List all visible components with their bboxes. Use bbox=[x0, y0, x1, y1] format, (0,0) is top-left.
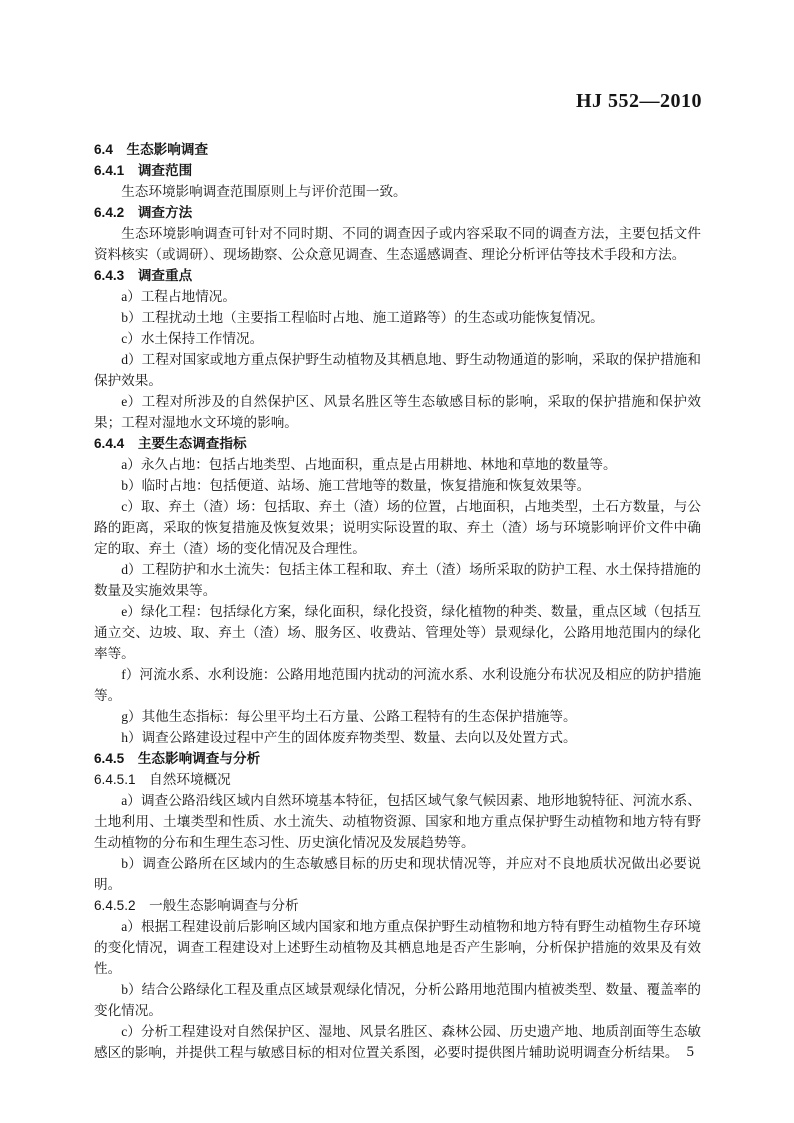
section-heading: 6.4.4 主要生态调查指标 bbox=[94, 436, 247, 451]
paragraph: c）取、弃土（渣）场：包括取、弃土（渣）场的位置，占地面积，占地类型，土石方数量，与公路的距离，采取的恢复措施及恢复效果；说明实际设置的取、弃土（渣）场与环境影响评价文件中确定的取、弃土（渣）场的变化情况及合理性。 bbox=[94, 499, 701, 556]
paragraph: b）工程扰动土地（主要指工程临时占地、施工道路等）的生态或功能恢复情况。 bbox=[121, 310, 604, 325]
paragraph: c）分析工程建设对自然保护区、湿地、风景名胜区、森林公园、历史遗产地、地质剖面等生态敏感区的影响，并提供工程与敏感目标的相对位置关系图，必要时提供图片辅助说明调查分析结果。 bbox=[94, 1024, 701, 1060]
paragraph: d）工程对国家或地方重点保护野生动植物及其栖息地、野生动物通道的影响，采取的保护措施和保护效果。 bbox=[94, 352, 701, 388]
paragraph: a）根据工程建设前后影响区域内国家和地方重点保护野生动植物和地方特有野生动植物生存环境的变化情况，调查工程建设对上述野生动植物及其栖息地是否产生影响，分析保护措施的效果及有效性。 bbox=[94, 919, 701, 976]
paragraph: e）绿化工程：包括绿化方案，绿化面积，绿化投资，绿化植物的种类、数量，重点区域（包括互通立交、边坡、取、弃土（渣）场、服务区、收费站、管理处等）景观绿化，公路用地范围内的绿化率等。 bbox=[94, 604, 701, 661]
section-heading: 6.4.2 调查方法 bbox=[94, 205, 193, 220]
paragraph: b）调查公路所在区域内的生态敏感目标的历史和现状情况等，并应对不良地质状况做出必要说明。 bbox=[94, 856, 701, 892]
paragraph: h）调查公路建设过程中产生的固体废弃物类型、数量、去向以及处置方式。 bbox=[121, 730, 577, 745]
paragraph: b）结合公路绿化工程及重点区域景观绿化情况，分析公路用地范围内植被类型、数量、覆盖率的变化情况。 bbox=[94, 982, 701, 1018]
paragraph: c）水土保持工作情况。 bbox=[121, 331, 264, 346]
section-heading: 6.4.1 调查范围 bbox=[94, 163, 193, 178]
paragraph: g）其他生态指标：每公里平均土石方量、公路工程特有的生态保护措施等。 bbox=[121, 709, 577, 724]
section-heading: 6.4 生态影响调查 bbox=[94, 142, 209, 157]
subsection-heading: 6.4.5.2 一般生态影响调查与分析 bbox=[94, 898, 299, 913]
paragraph: f）河流水系、水利设施：公路用地范围内扰动的河流水系、水利设施分布状况及相应的防护措施等。 bbox=[94, 667, 701, 703]
paragraph: e）工程对所涉及的自然保护区、风景名胜区等生态敏感目标的影响，采取的保护措施和保护效果；工程对湿地水文环境的影响。 bbox=[94, 394, 701, 430]
standard-number: HJ 552—2010 bbox=[575, 90, 702, 112]
page-number: 5 bbox=[686, 1044, 694, 1060]
paragraph: 生态环境影响调查范围原则上与评价范围一致。 bbox=[121, 184, 407, 199]
paragraph: a）工程占地情况。 bbox=[121, 289, 236, 304]
paragraph: 生态环境影响调查可针对不同时期、不同的调查因子或内容采取不同的调查方法，主要包括文件资料核实（或调研）、现场勘察、公众意见调查、生态遥感调查、理论分析评估等技术手段和方法。 bbox=[94, 226, 701, 262]
section-heading: 6.4.5 生态影响调查与分析 bbox=[94, 751, 261, 766]
paragraph: a）永久占地：包括占地类型、占地面积，重点是占用耕地、林地和草地的数量等。 bbox=[121, 457, 617, 472]
section-heading: 6.4.3 调查重点 bbox=[94, 268, 193, 283]
document-body bbox=[94, 139, 701, 1063]
paragraph: d）工程防护和水土流失：包括主体工程和取、弃土（渣）场所采取的防护工程、水土保持措施的数量及实施效果等。 bbox=[94, 562, 701, 598]
subsection-heading: 6.4.5.1 自然环境概况 bbox=[94, 772, 231, 787]
paragraph: b）临时占地：包括便道、站场、施工营地等的数量，恢复措施和恢复效果等。 bbox=[121, 478, 591, 493]
paragraph: a）调查公路沿线区域内自然环境基本特征，包括区域气象气候因素、地形地貌特征、河流水系、土地利用、土壤类型和性质、水土流失、动植物资源、国家和地方重点保护野生动植物和地方特有野生动植物的分布和生理生态习性、历史演化情况及发展趋势等。 bbox=[94, 793, 701, 850]
